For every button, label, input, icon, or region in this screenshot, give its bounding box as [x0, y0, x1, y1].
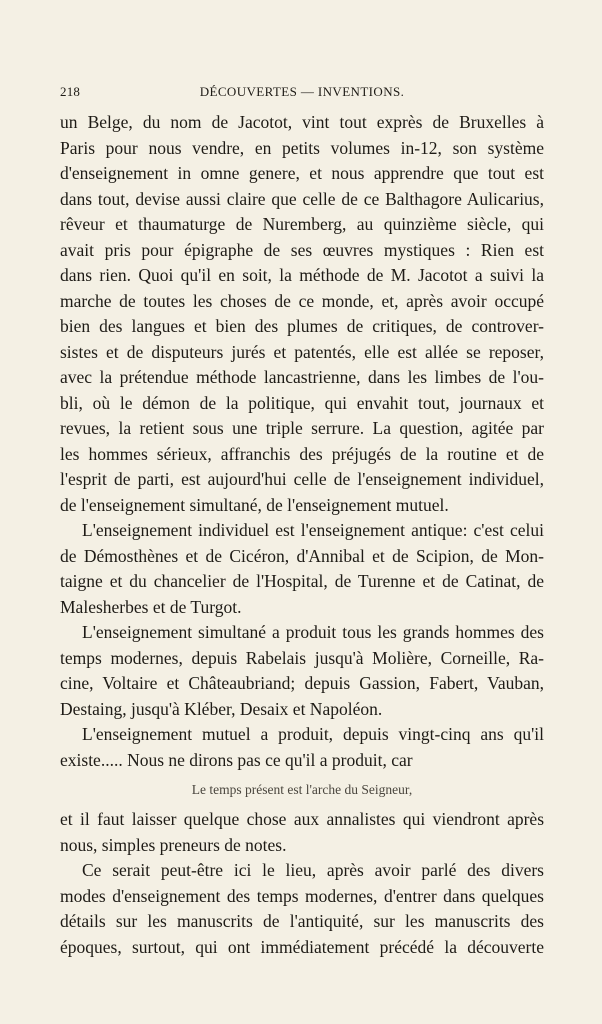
text-line: cine, Voltaire et Châteaubriand; depuis Gassion, Fabert, Vauban, [60, 673, 544, 693]
text-line: de l'enseignement simultané, de l'enseignement mutuel. [60, 494, 449, 515]
quotation: Le temps présent est l'arche du Seigneur, [191, 782, 413, 797]
text-line: bien des langues et bien des plumes de critiques, de controver- [60, 316, 544, 336]
text-line: modes d'enseignement des temps modernes, d'entrer dans quelques [60, 885, 544, 906]
text-line: temps modernes, depuis Rabelais jusqu'à Molière, Corneille, Ra- [60, 647, 544, 668]
text-line: dans rien. Quoi qu'il en soit, la méthode de M. Jacotot a suivi la [60, 265, 544, 285]
body-text [60, 110, 544, 960]
text-line: revues, la retient sous une triple serrure. La question, agitée par [60, 418, 544, 438]
text-line: Paris pour nous vendre, en petits volumes in-12, son système [60, 137, 544, 158]
text-line: Destaing, jusqu'à Kléber, Desaix et Napoléon. [60, 698, 383, 719]
text-line: l'esprit de parti, est aujourd'hui celle de l'enseignement individuel, [60, 469, 544, 489]
text-line: sistes et de disputeurs jurés et patentés, elle est allée se reposer, [60, 341, 544, 362]
text-line: détails sur les manuscrits de l'antiquité, sur les manuscrits des [60, 911, 544, 931]
page-number: 218 [60, 84, 81, 99]
text-line: un Belge, du nom de Jacotot, vint tout exprès de Bruxelles à [60, 112, 544, 132]
paragraph-first-line: L'enseignement mutuel a produit, depuis vingt-cinq ans qu'il [82, 724, 544, 744]
text-line: avait pris pour épigraphe de ses œuvres mystiques : Rien est [60, 239, 544, 260]
text-line: dans tout, devise aussi claire que celle de ce Balthagore Aulicarius, [60, 188, 544, 209]
paragraph-first-line: L'enseignement simultané a produit tous les grands hommes des [82, 622, 544, 642]
page-header [60, 84, 544, 104]
text-line: existe..... Nous ne dirons pas ce qu'il a produit, car [60, 749, 413, 770]
text-line: taigne et du chancelier de l'Hospital, de Turenne et de Catinat, de [60, 571, 544, 591]
text-line: marche de toutes les choses de ce monde, et, après avoir occupé [60, 290, 544, 311]
text-line: d'enseignement in omne genere, et nous apprendre que tout est [60, 163, 544, 183]
paragraph-first-line: L'enseignement individuel est l'enseignement antique: c'est celui [82, 520, 544, 540]
text-line: Malesherbes et de Turgot. [60, 596, 242, 617]
paragraph-first-line: Ce serait peut-être ici le lieu, après avoir parlé des divers [82, 860, 544, 880]
text-line: les hommes sérieux, affranchis des préjugés de la routine et de [60, 443, 544, 464]
text-line: bli, où le démon de la politique, qui envahit tout, journaux et [60, 392, 544, 413]
text-line: et il faut laisser quelque chose aux annalistes qui viendront après [60, 809, 544, 829]
text-line: rêveur et thaumaturge de Nuremberg, au quinzième siècle, qui [60, 214, 544, 234]
text-line: nous, simples preneurs de notes. [60, 834, 287, 855]
running-title: DÉCOUVERTES — INVENTIONS. [199, 84, 405, 99]
text-line: époques, surtout, qui ont immédiatement précédé la découverte [60, 936, 544, 957]
text-line: avec la prétendue méthode lancastrienne, dans les limbes de l'ou- [60, 367, 544, 387]
text-line: de Démosthènes et de Cicéron, d'Annibal et de Scipion, de Mon- [60, 545, 544, 566]
